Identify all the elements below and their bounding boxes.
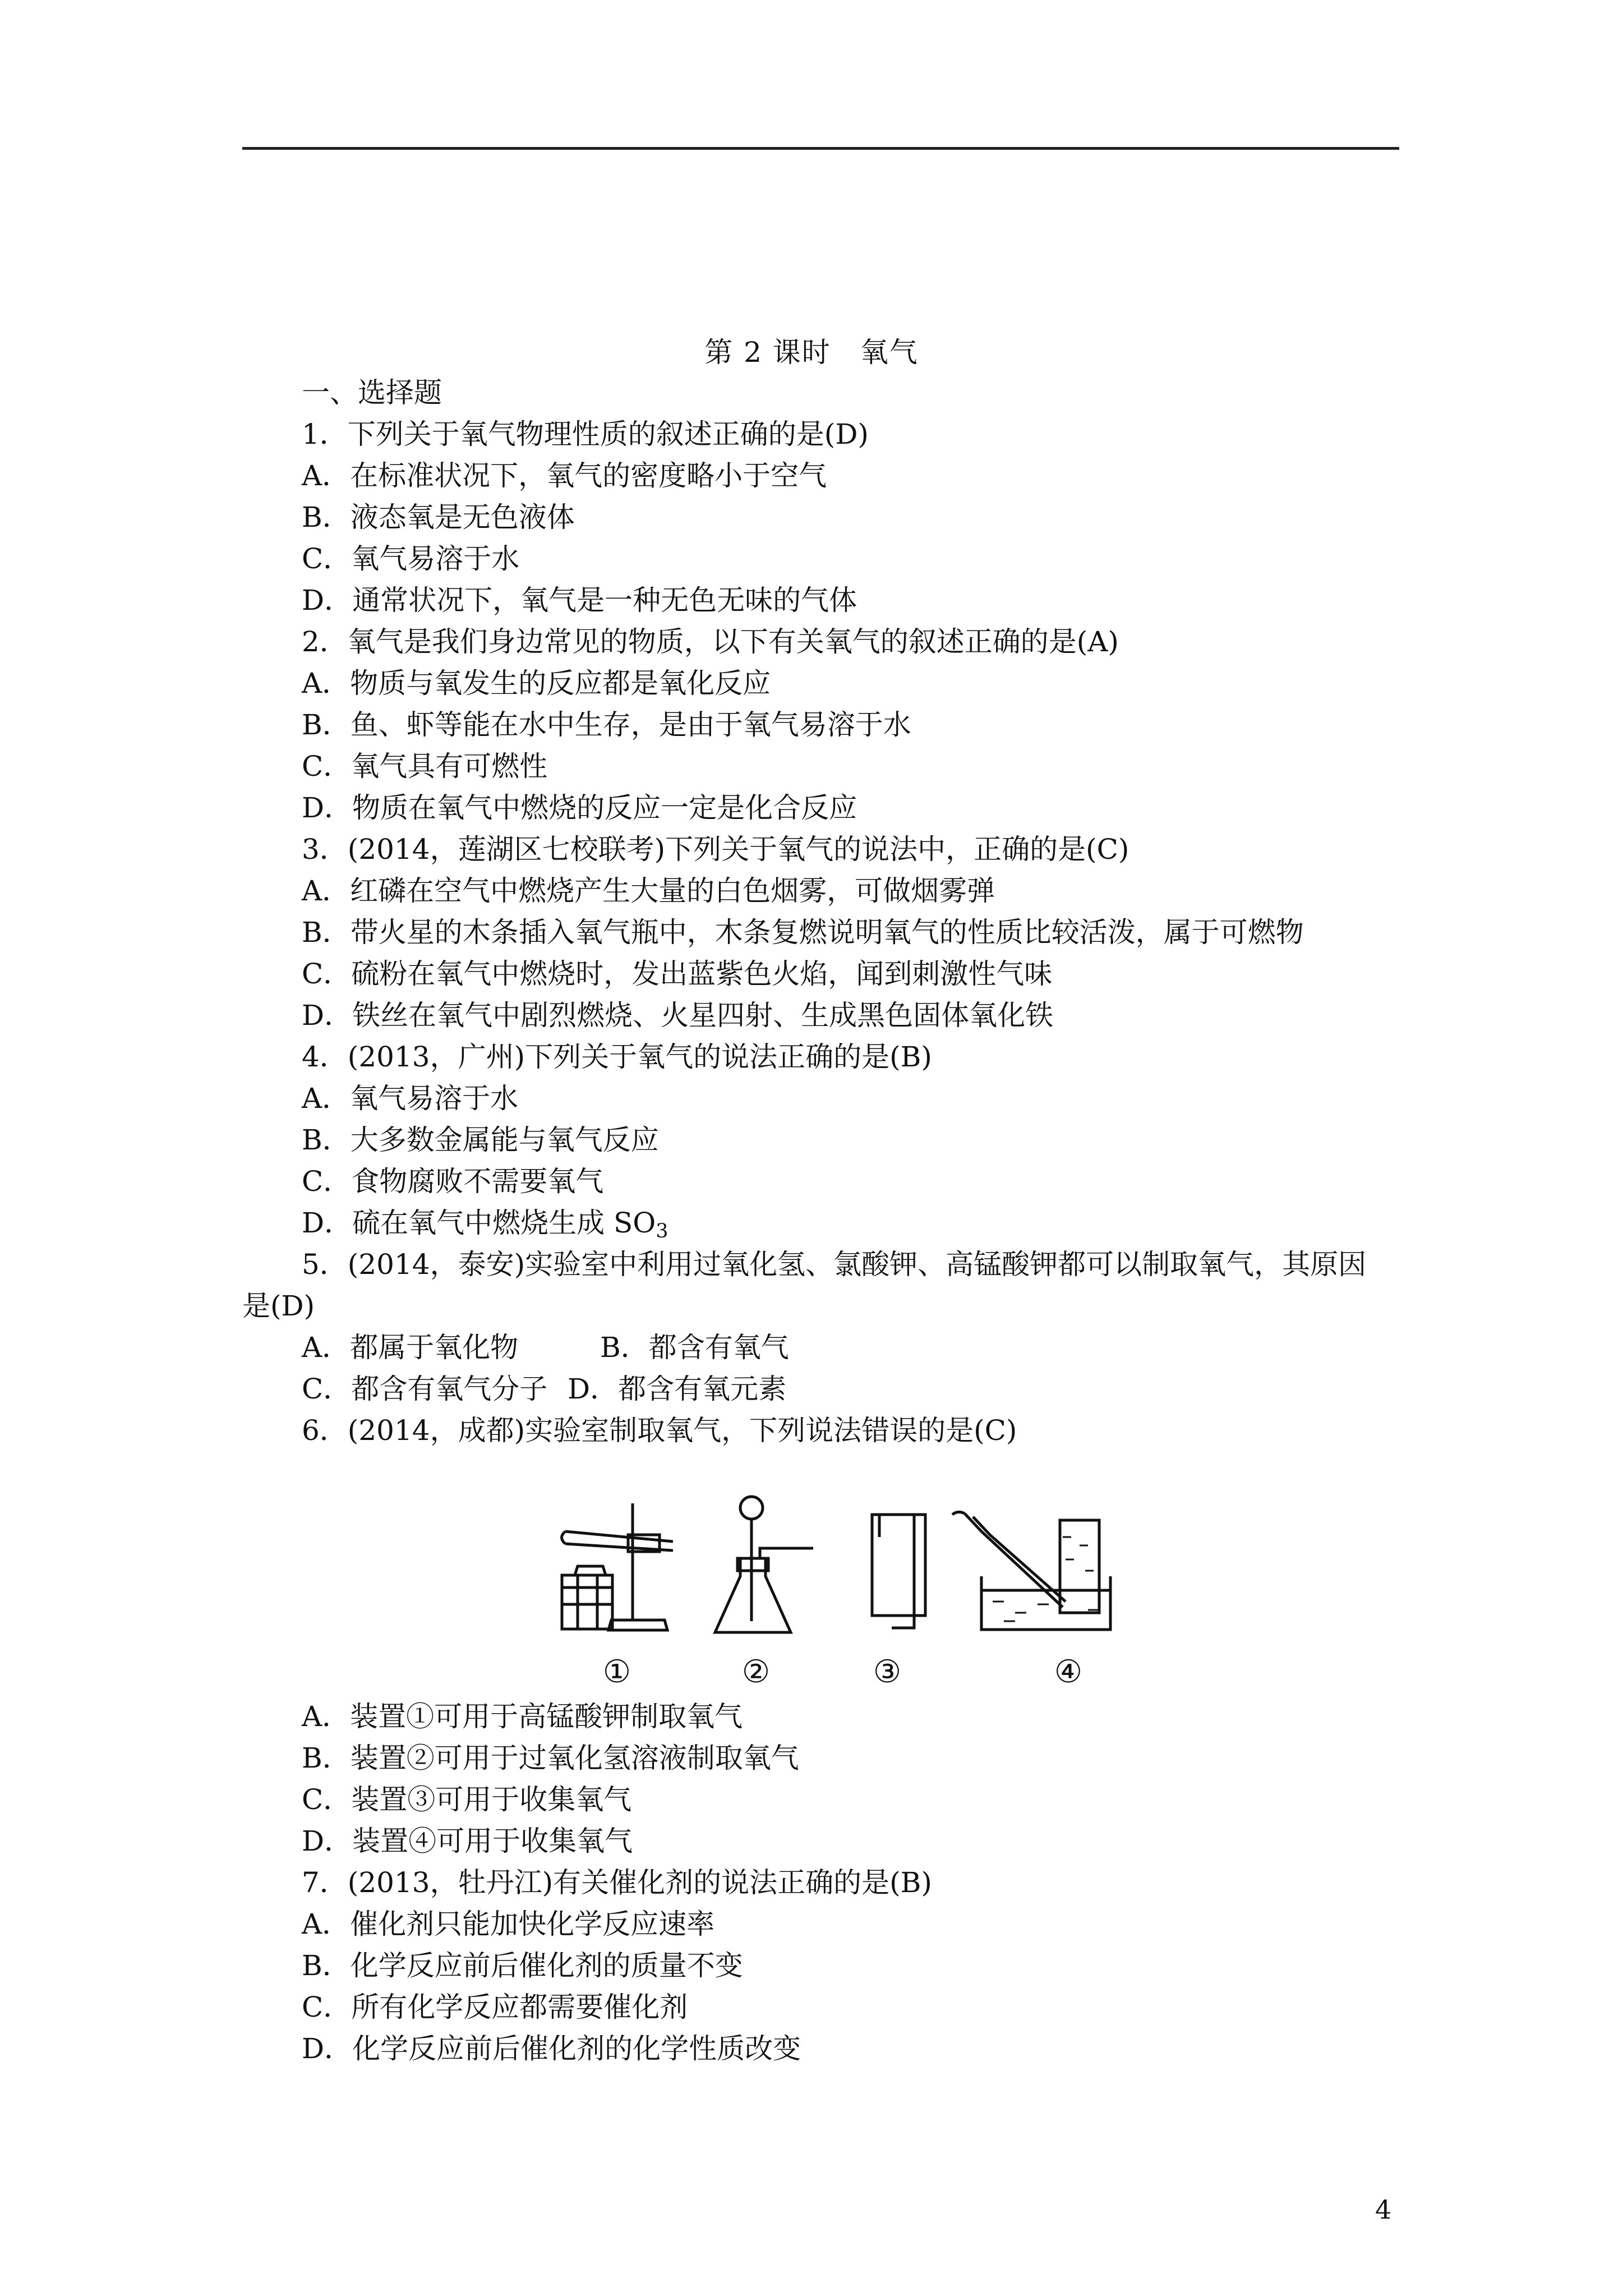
question-2-option-d: D．物质在氧气中燃烧的反应一定是化合反应: [302, 792, 857, 824]
question-1-option-b: B．液态氧是无色液体: [302, 501, 575, 533]
question-4-stem: 4．(2013，广州)下列关于氧气的说法正确的是(B): [302, 1041, 932, 1073]
question-2-option-c: C．氧气具有可燃性: [302, 750, 548, 783]
question-3-option-a: A．红磷在空气中燃烧产生大量的白色烟雾，可做烟雾弹: [302, 875, 995, 907]
question-3-option-b: B．带火星的木条插入氧气瓶中，木条复燃说明氧气的性质比较活泼，属于可燃物: [302, 916, 1304, 949]
question-1-stem: 1．下列关于氧气物理性质的叙述正确的是(D): [302, 418, 869, 450]
page-number: 4: [1375, 2194, 1392, 2225]
figure-label-4: ④: [1054, 1654, 1083, 1690]
figure-label-1: ①: [602, 1654, 631, 1690]
question-4-option-d-text: D．硫在氧气中燃烧生成 SO: [302, 1207, 656, 1239]
apparatus-1-heating-tube: [562, 1503, 674, 1630]
apparatus-4-water-trough: [952, 1512, 1110, 1630]
question-5-option-d: D．都含有氧元素: [568, 1373, 787, 1405]
question-1-option-c: C．氧气易溶于水: [302, 542, 520, 575]
question-2-option-b: B．鱼、虾等能在水中生存，是由于氧气易溶于水: [302, 708, 911, 741]
question-2-stem: 2．氧气是我们身边常见的物质，以下有关氧气的叙述正确的是(A): [302, 625, 1119, 658]
figure-label-3: ③: [873, 1654, 902, 1690]
question-7-option-b: B．化学反应前后催化剂的质量不变: [302, 1949, 743, 1982]
question-2-option-a: A．物质与氧发生的反应都是氧化反应: [302, 667, 771, 700]
question-5-stem-line1: 5．(2014，泰安)实验室中利用过氧化氢、氯酸钾、高锰酸钾都可以制取氧气，其原因: [302, 1248, 1367, 1281]
header-rule: [242, 147, 1399, 150]
question-6-option-c: C．装置③可用于收集氧气: [302, 1783, 632, 1816]
question-6-stem: 6．(2014，成都)实验室制取氧气，下列说法错误的是(C): [302, 1414, 1017, 1447]
question-3-stem: 3．(2014，莲湖区七校联考)下列关于氧气的说法中，正确的是(C): [302, 833, 1129, 866]
question-1-option-d: D．通常状况下，氧气是一种无色无味的气体: [302, 584, 857, 616]
question-5-option-b: B．都含有氧气: [600, 1331, 789, 1364]
subscript: 3: [656, 1220, 668, 1243]
question-7-option-c: C．所有化学反应都需要催化剂: [302, 1991, 688, 2023]
question-4-option-b: B．大多数金属能与氧气反应: [302, 1124, 659, 1156]
question-5-stem-line2: 是(D): [242, 1290, 315, 1322]
figure-label-2: ②: [741, 1654, 771, 1690]
page-title: 第 2 课时 氧气: [704, 336, 919, 369]
question-1-option-a: A．在标准状况下，氧气的密度略小于空气: [302, 459, 827, 492]
section-heading: 一、选择题: [302, 376, 442, 409]
question-7-option-a: A．催化剂只能加快化学反应速率: [302, 1908, 715, 1940]
question-6-option-b: B．装置②可用于过氧化氢溶液制取氧气: [302, 1742, 799, 1774]
question-6-option-d: D．装置④可用于收集氧气: [302, 1825, 633, 1857]
question-4-option-c: C．食物腐败不需要氧气: [302, 1165, 604, 1198]
question-5-option-c: C．都含有氧气分子: [302, 1373, 548, 1405]
question-3-option-d: D．铁丝在氧气中剧烈燃烧、火星四射、生成黑色固体氧化铁: [302, 999, 1054, 1032]
question-3-option-c: C．硫粉在氧气中燃烧时，发出蓝紫色火焰，闻到刺激性气味: [302, 958, 1053, 990]
apparatus-3-gas-bottle: [872, 1515, 925, 1628]
question-7-stem: 7．(2013，牡丹江)有关催化剂的说法正确的是(B): [302, 1866, 932, 1899]
question-5-option-a: A．都属于氧化物: [302, 1331, 519, 1364]
apparatus-2-conical-flask: [715, 1497, 813, 1632]
question-7-option-d: D．化学反应前后催化剂的化学性质改变: [302, 2032, 801, 2065]
question-4-option-d: [302, 1205, 668, 1249]
question-4-option-a: A．氧气易溶于水: [302, 1082, 519, 1115]
question-6-option-a: A．装置①可用于高锰酸钾制取氧气: [302, 1700, 743, 1733]
